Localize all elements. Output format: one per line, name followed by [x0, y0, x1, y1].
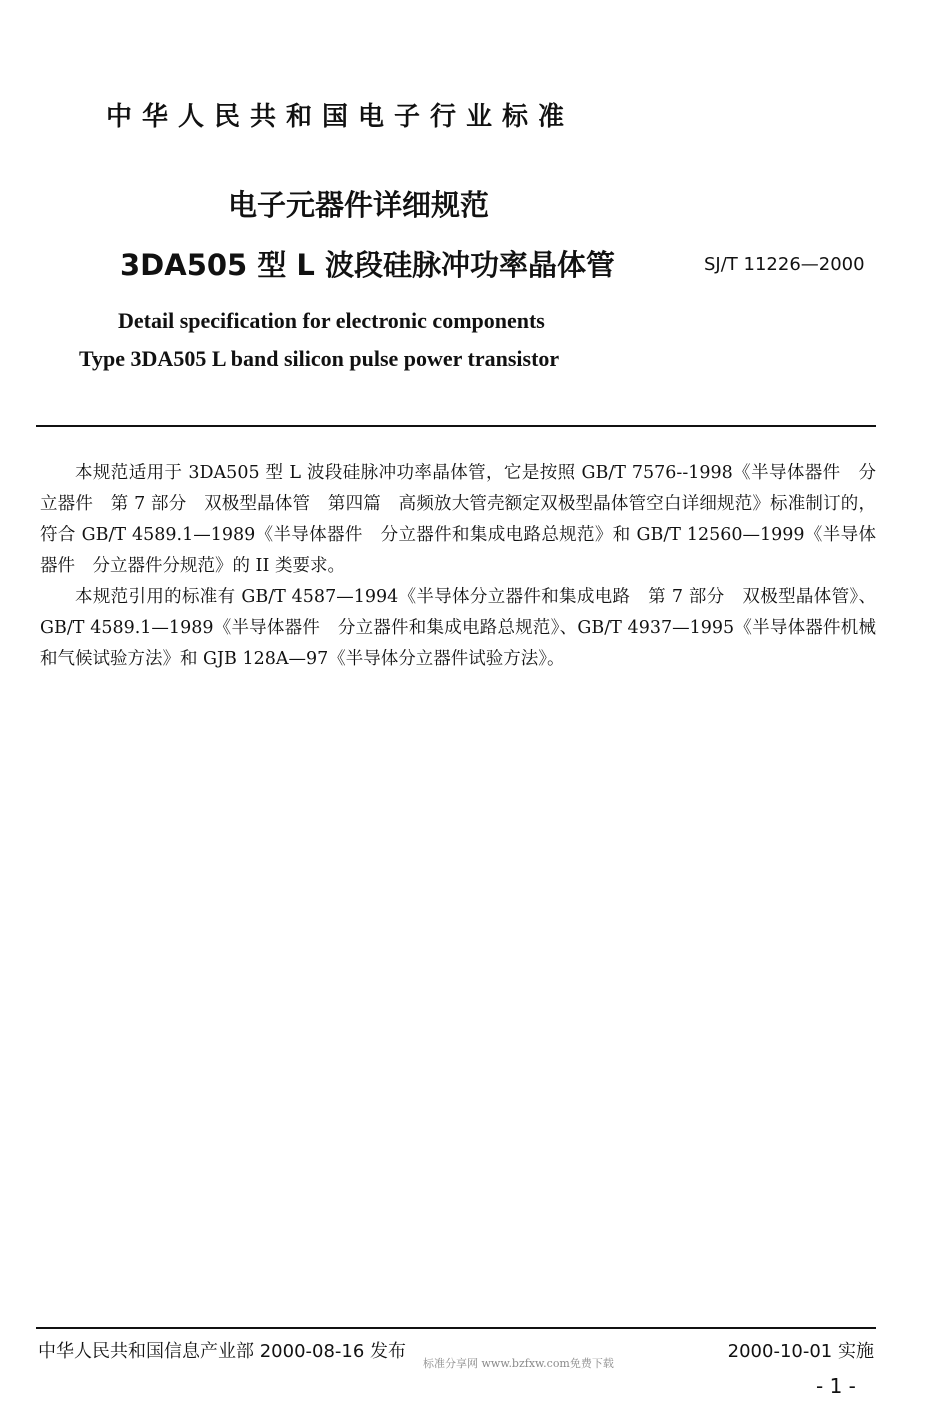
- body-paragraph-scope: 本规范适用于 3DA505 型 L 波段硅脉冲功率晶体管，它是按照 GB/T 7576--1998《半导体器件 分立器件 第 7 部分 双极型晶体管 第四篇 高频放大管壳额定双极型晶体管空白详细规范》标准制订的，符合 GB/T 4589.1—1989《半导体器件 分立器件和集成电路总规范》和 GB/T 12560—1999《半导体器件 分立器件分规范》的 II 类要求。: [40, 463, 876, 576]
- body-text: [40, 458, 876, 675]
- effective-date: 2000-10-01 实施: [727, 1341, 874, 1362]
- title-cn-line1: 电子元器件详细规范: [228, 188, 490, 222]
- title-en-line1: Detail specification for electronic components: [118, 308, 545, 333]
- top-divider: [36, 425, 876, 427]
- title-en-line2: Type 3DA505 L band silicon pulse power transistor: [79, 346, 560, 371]
- bottom-divider: [36, 1327, 876, 1329]
- page-number: - 1 -: [816, 1374, 856, 1398]
- body-paragraph-references: 本规范引用的标准有 GB/T 4587—1994《半导体分立器件和集成电路 第 7 部分 双极型晶体管》、GB/T 4589.1—1989《半导体器件 分立器件和集成电路总规范》、GB/T 4937—1995《半导体器件机械和气候试验方法》和 GJB 128A—97《半导体分立器件试验方法》。: [40, 587, 876, 669]
- watermark: 标准分享网 www.bzfxw.com免费下载: [423, 1357, 614, 1370]
- title-cn-line2: 3DA505 型 L 波段硅脉冲功率晶体管: [120, 248, 615, 282]
- issue-date: 中华人民共和国信息产业部 2000-08-16 发布: [38, 1341, 407, 1362]
- standard-number: SJ/T 11226—2000: [704, 254, 865, 275]
- standard-type-header: 中华人民共和国电子行业标准: [106, 102, 575, 132]
